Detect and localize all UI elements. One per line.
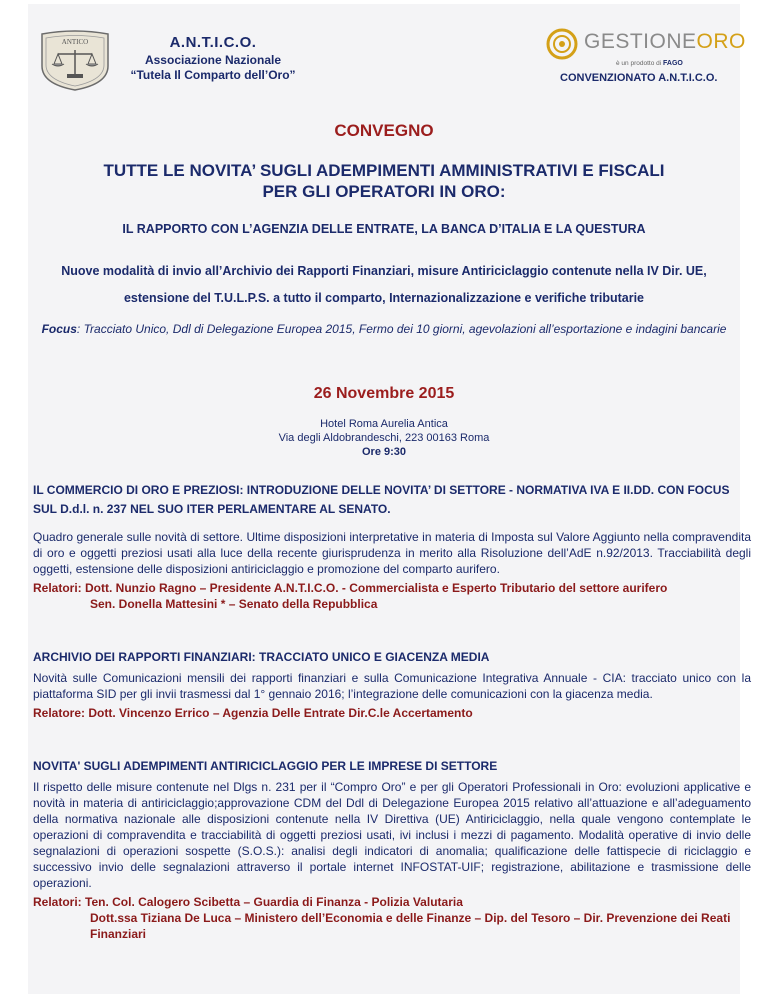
focus-label: Focus — [41, 322, 77, 336]
association-subtitle: Associazione Nazionale — [144, 53, 282, 67]
wordmark-part2: ORO — [696, 30, 746, 53]
lead-line-1: Nuove modalità di invio all’Archivio dei Rapporti Finanziari, misure Antiriciclaggio contenute nella IV Dir. UE, — [61, 264, 707, 278]
title-line-1: TUTTE LE NOVITA’ SUGLI ADEMPIMENTI AMMINISTRATIVI E FISCALI — [103, 161, 665, 180]
speakers-line-1: Relatori: Dott. Nunzio Ragno – Presidente A.N.T.I.C.O. - Commercialista e Esperto Tributario del settore aurifero — [33, 581, 668, 595]
section-title: ARCHIVIO DEI RAPPORTI FINANZIARI: TRACCIATO UNICO E GIACENZA MEDIA — [33, 650, 490, 664]
title-line-2: PER GLI OPERATORI IN ORO: — [262, 182, 506, 201]
lead-line-2: estensione del T.U.L.P.S. a tutto il comparto, Internazionalizzazione e verifiche tributarie — [123, 291, 645, 305]
gestioneoro-wordmark — [584, 30, 746, 54]
section-body: Quadro generale sulle novità di settore. Ultime disposizioni interpretative in materia di Imposta sul Valore Aggiunto nella compravendita di oro e oggetti preziosi usati alla luce della recente giurisprudenza in merito alla Risoluzione dell’AdE n.92/2013. Tracciabilità degli oggetti, estensione delle disposizioni antiriciclaggio e promozione del comparto aurifero. — [33, 530, 751, 576]
venue-name: Hotel Roma Aurelia Antica — [320, 418, 448, 430]
seal-lettering: ANTICO — [61, 38, 89, 46]
speakers-line-1: Relatore: Dott. Vincenzo Errico – Agenzia Delle Entrate Dir.C.le Accertamento — [33, 706, 473, 720]
association-header — [118, 34, 308, 82]
event-subtitle: IL RAPPORTO CON L’AGENZIA DELLE ENTRATE, LA BANCA D’ITALIA E LA QUESTURA — [122, 222, 646, 236]
speakers-line-2: Dott.ssa Tiziana De Luca – Ministero dell’Economia e delle Finanze – Dip. del Tesoro – Dir. Prevenzione dei Reati Finanziari — [90, 911, 731, 941]
section-title: NOVITA' SUGLI ADEMPIMENTI ANTIRICICLAGGIO PER LE IMPRESE DI SETTORE — [33, 759, 498, 773]
section-commercio — [33, 481, 751, 612]
venue-address: Via degli Aldobrandeschi, 223 00163 Roma — [278, 432, 490, 444]
section-archivio — [33, 648, 751, 721]
section-body: Novità sulle Comunicazioni mensili dei rapporti finanziari e sulla Comunicazione Integrativa Annuale - CIA: tracciato unico con la piattaforma SID per gli invii trasmessi dal 1° gennaio 2016; l’integrazione delle comunicazioni con la giacenza media. — [33, 671, 751, 701]
focus-text: : Tracciato Unico, Ddl di Delegazione Europea 2015, Fermo dei 10 giorni, agevolazioni all’esportazione e indagini bancarie — [76, 322, 727, 336]
convenzionato-label: CONVENZIONATO A.N.T.I.C.O. — [560, 72, 718, 84]
section-title: IL COMMERCIO DI ORO E PREZIOSI: INTRODUZIONE DELLE NOVITA’ DI SETTORE - NORMATIVA IVA E II.DD. CON FOCUS SUL D.d.l. n. 237 NEL SUO ITER PERLAMENTARE AL SENATO. — [33, 483, 730, 516]
event-time: Ore 9:30 — [361, 446, 407, 458]
section-body: Il rispetto delle misure contenute nel Dlgs n. 231 per il “Compro Oro” e per gli Operatori Professionali in Oro: evoluzioni applicative e novità in materia di antiriciclaggio;approvazione CDM del Ddl di Delegazione Europea 2015 relativo all’attuazione e all’adeguamento della normativa nazionale alle disposizioni contenute nella IV Direttiva (UE) Antiriciclaggio, nella quale vengono contemplate le operazioni di compravendita e tracciabilità di oggetti preziosi usati, ivi inclusi i mezzi di pagamento. Modalità operative di invio delle segnalazioni di operazioni sospette (S.O.S.): analisi degli indicatori di anomalia; qualificazione delle fattispecie di riciclaggio e successivo invio delle segnalazioni attraverso il portale internet INFOSTAT-UIF; registrazione, abilitazione e trasmissione delle operazioni. — [33, 780, 751, 890]
event-date: 26 Novembre 2015 — [313, 385, 455, 402]
gestioneoro-byline — [616, 60, 683, 67]
speakers-line-2: Sen. Donella Mattesini * – Senato della Repubblica — [90, 597, 378, 611]
byline-brand: FAGO — [663, 60, 683, 67]
association-name: A.N.T.I.C.O. — [169, 34, 257, 51]
section-antiriciclaggio — [33, 757, 751, 942]
focus-line — [0, 322, 768, 336]
wordmark-part1: GESTIONE — [584, 30, 697, 53]
byline-text: è un prodotto di — [616, 60, 662, 67]
event-venue — [0, 417, 768, 459]
speakers-line-1: Relatori: Ten. Col. Calogero Scibetta – Guardia di Finanza - Polizia Valutaria — [33, 895, 463, 909]
event-kind: CONVEGNO — [334, 121, 434, 140]
antico-seal-logo — [38, 30, 112, 92]
association-motto: “Tutela Il Comparto dell’Oro” — [130, 68, 296, 82]
event-title — [0, 160, 768, 202]
